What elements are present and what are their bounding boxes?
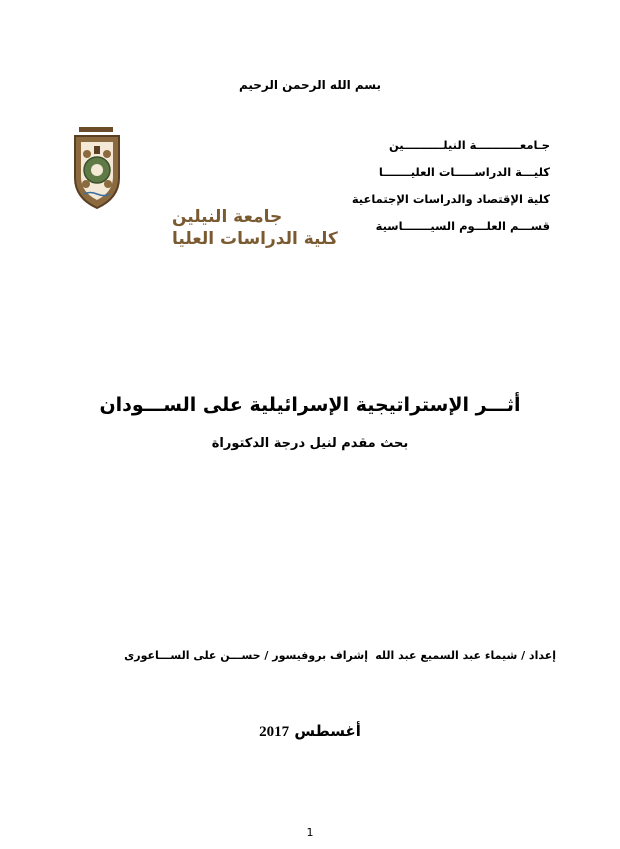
basmala: بسم الله الرحمن الرحيم — [238, 78, 382, 92]
graduate-college-name: كليـــة الدراســـــات العليـــــــا — [378, 165, 550, 179]
prepared-by: إعداد / شيماء عبد السميع عبد الله — [375, 649, 556, 662]
thesis-title: أثـــر الإستراتيجية الإسرائيلية على الســـودان — [99, 394, 521, 416]
faculty-name: كلية الإقتصاد والدراسات الإجتماعية — [351, 192, 550, 206]
date-year: 2017 — [259, 724, 290, 740]
thesis-subtitle: بحث مقدم لنيل درجة الدكتوراة — [211, 436, 409, 451]
date-month: أغسطس — [294, 722, 361, 740]
page-number: 1 — [306, 826, 314, 839]
logo-text-line2: كلية الدراسات العليا — [172, 229, 338, 249]
supervised-by: إشراف بروفيسور / حســـن على الســـاعورى — [124, 649, 368, 662]
department-name: قســـم العلـــوم السيـــــــاسية — [375, 219, 550, 233]
university-seal-icon — [24, 124, 338, 249]
logo-text-line1: جامعة النيلين — [172, 207, 283, 227]
university-logo — [24, 124, 338, 249]
institution-header — [290, 132, 550, 240]
university-name: جـامعـــــــــــة النيلــــــــــين — [388, 138, 550, 152]
submission-date — [0, 722, 620, 741]
